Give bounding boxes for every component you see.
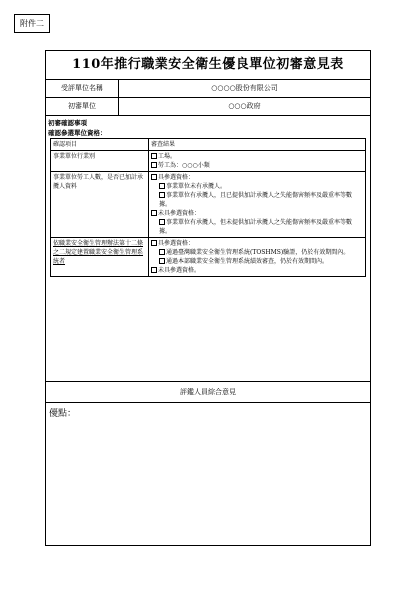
overall-comments-header: 評鑑人員綜合意見 [46,381,370,403]
unit-label: 受評單位名稱 [46,80,119,97]
row2-item: 事業單位勞工人數，是否已加計承攬人資料 [51,172,149,238]
table-row [51,151,366,172]
checkbox[interactable] [159,192,165,198]
row1-item: 事業單位行業別 [51,151,149,172]
attachment-label: 附件二 [14,14,50,33]
checkbox[interactable] [159,249,165,255]
row3-item: 依職業安全衛生管理辦法第十二條之二規定建置職業安全衛生管理系統者 [53,240,144,265]
checkbox[interactable] [151,162,157,168]
review-form [45,50,371,546]
option-text: 事業單位未有承攬人。 [166,183,227,190]
option-text: 未具參選資格： [158,210,201,217]
option-text: 具參選資格： [158,240,195,247]
good-points-label: 優點： [49,409,77,419]
head-item: 確認項目 [51,139,149,151]
review-unit-row [46,98,370,116]
unit-row [46,80,370,98]
unit-value: ○○○○股份有限公司 [211,84,278,92]
checkbox[interactable] [151,267,157,273]
option-text: 工場。 [158,153,177,160]
review-unit-label: 初審單位 [46,98,119,115]
qualification-table [50,138,366,277]
form-title: 110年推行職業安全衛生優良單位初審意見表 [46,51,370,80]
checkbox[interactable] [151,240,157,246]
checkbox[interactable] [151,210,157,216]
checkbox[interactable] [159,258,165,264]
review-unit-value: ○○○政府 [228,102,261,110]
checkbox[interactable] [159,219,165,225]
option-text: 通過本部職業安全衛生管理系統績效審查，仍於有效期間內。 [166,258,329,265]
option-text: 事業單位有承攬人，但未提供加計承攬人之失能傷害頻率及嚴重率等數據。 [159,219,353,235]
option-text: 事業單位有承攬人，且已提供加計承攬人之失能傷害頻率及嚴重率等數據。 [159,192,353,208]
table-head-row [51,139,366,151]
checkbox[interactable] [151,153,157,159]
checkbox[interactable] [159,183,165,189]
table-row [51,238,366,277]
option-text: 勞工為：○○○小類 [158,162,210,169]
section-subheading: 確認參選單位資格： [48,129,107,137]
table-row [51,172,366,238]
option-text: 通過臺灣職業安全衛生管理系統(TOSHMS)驗證，仍於有效期間內。 [166,249,350,256]
option-text: 未具參選資格。 [158,267,201,274]
head-result: 審查結果 [149,139,366,151]
option-text: 具參選資格： [158,174,195,181]
section-heading: 初審確認事項 [48,119,87,127]
checkbox[interactable] [151,174,157,180]
